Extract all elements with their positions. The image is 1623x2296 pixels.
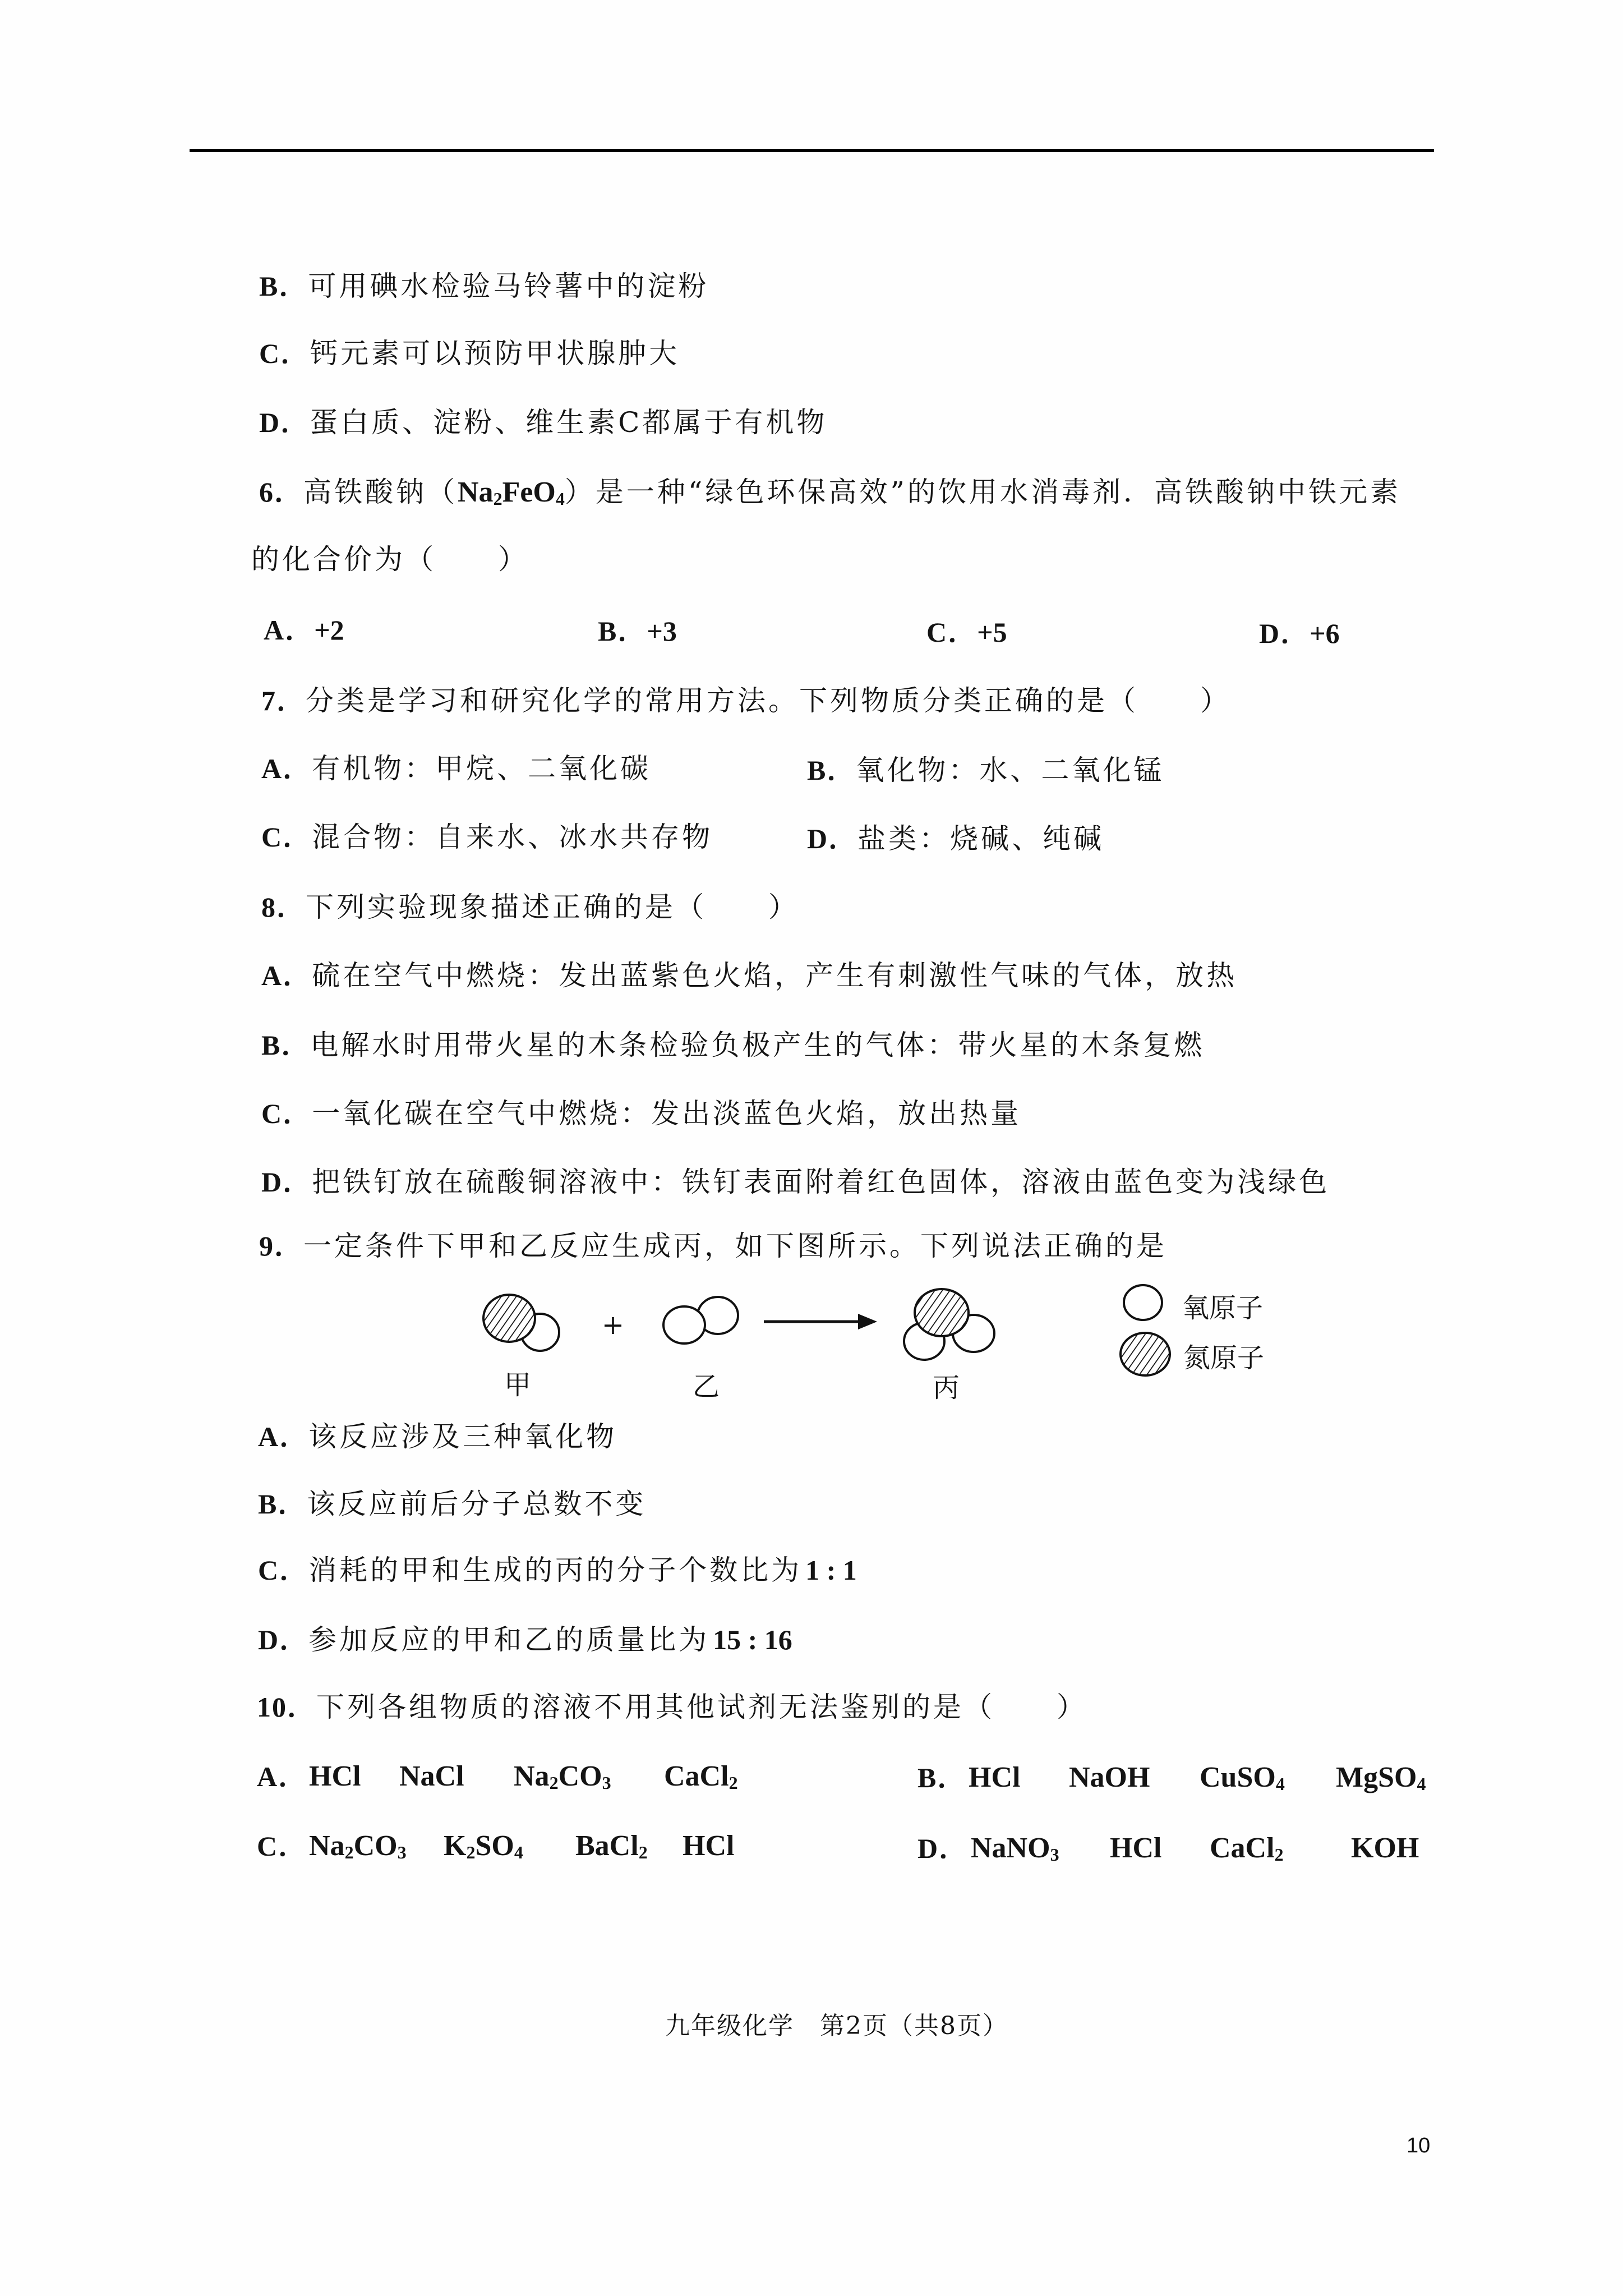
option-text: 硫在空气中燃烧：发出蓝紫色火焰，产生有刺激性气味的气体，放热 (312, 959, 1238, 992)
chemical-formula: $Na_2CO_3$ (514, 1760, 611, 1793)
stem-text: 下列各组物质的溶液不用其他试剂无法鉴别的是（ ） (316, 1691, 1087, 1723)
label-jia: 甲 (504, 1369, 532, 1401)
option-text: 电解水时用带火星的木条检验负极产生的气体：带火星的木条复燃 (310, 1029, 1205, 1061)
stem-text: ）是一种“绿色环保高效”的饮用水消毒剂．高铁酸钠中铁元素 (564, 476, 1401, 508)
ratio-value: 15 : 16 (713, 1624, 792, 1655)
option-label: A． (264, 614, 315, 646)
chemical-formula: MgSO$_4$ (1336, 1761, 1426, 1794)
option-text: 一氧化碳在空气中燃烧：发出淡蓝色火焰，放出热量 (312, 1097, 1022, 1130)
question-number: 9． (259, 1230, 303, 1262)
option-label: C． (926, 616, 978, 648)
legend-nitrogen-label: 氮原子 (1183, 1342, 1265, 1374)
legend (1121, 1285, 1264, 1375)
option-text: 把铁钉放在硫酸铜溶液中：铁钉表面附着红色固体，溶液由蓝色变为浅绿色 (312, 1166, 1330, 1198)
chemical-formula: NaCl (399, 1760, 464, 1792)
option-text: 消耗的甲和生成的丙的分子个数比为 (308, 1554, 803, 1586)
option-text: +5 (977, 616, 1007, 648)
option-label: D． (261, 1166, 312, 1198)
option-label: C． (259, 338, 310, 369)
nitrogen-legend-icon (1121, 1333, 1170, 1375)
option-text: 该反应前后分子总数不变 (307, 1488, 647, 1520)
option-label: C． (258, 1554, 309, 1586)
nitrogen-atom (483, 1295, 535, 1342)
page-number: 10 (1407, 2134, 1431, 2157)
chemical-formula: HCl (309, 1760, 361, 1792)
option-text: 盐类：烧碱、纯碱 (857, 822, 1105, 855)
option-label: D． (1259, 618, 1310, 649)
option-label: D． (259, 407, 310, 438)
option-label: C． (261, 821, 312, 853)
chemical-formula: HCl (1110, 1832, 1162, 1864)
oxygen-legend-icon (1124, 1285, 1162, 1320)
option-text: 可用碘水检验马铃薯中的淀粉 (308, 270, 709, 302)
option-text: 混合物：自来水、冰水共存物 (312, 821, 713, 853)
question-number: 8． (261, 891, 306, 923)
option-label: B． (261, 1029, 311, 1061)
chemical-formula: $K_2SO_4$ (444, 1830, 523, 1862)
question-number: 7． (261, 685, 306, 716)
option-label: A． (261, 960, 312, 991)
chemical-formula: NaNO$_3$ (971, 1832, 1059, 1865)
q10-option-a-label: A． (257, 1761, 308, 1792)
chemical-formula: HCl (683, 1830, 735, 1862)
page-footer: 九年级化学 第2页（共8页） (665, 2012, 1008, 2040)
molecule-yi (663, 1297, 738, 1343)
option-label: B． (259, 270, 308, 302)
option-label: B． (598, 615, 647, 647)
legend-oxygen-label: 氧原子 (1182, 1292, 1264, 1324)
option-text: 该反应涉及三种氧化物 (308, 1420, 617, 1453)
option-label: B． (258, 1488, 307, 1520)
stem-text: 下列实验现象描述正确的是（ ） (306, 891, 799, 923)
q9-option-c (258, 1556, 857, 1584)
option-text: 钙元素可以预防甲状腺肿大 (310, 337, 680, 370)
option-label: B． (807, 754, 856, 786)
q10-option-b-label: B． (917, 1762, 967, 1793)
stem-text: 分类是学习和研究化学的常用方法。下列物质分类正确的是（ ） (306, 684, 1231, 717)
chemical-formula: HCl (969, 1761, 1021, 1793)
option-label: D． (258, 1624, 309, 1655)
option-text: 参加反应的甲和乙的质量比为 (308, 1623, 710, 1656)
q10-option-d-label: D． (917, 1833, 969, 1864)
q10-option-c-label: C． (257, 1830, 308, 1862)
chemical-formula: NaOH (1069, 1761, 1150, 1793)
question-number: 6． (259, 476, 303, 508)
nitrogen-atom (915, 1289, 969, 1336)
option-text: +3 (647, 615, 677, 647)
stem-text: 的化合价为（ ） (251, 543, 529, 576)
q10-stem (257, 1693, 1087, 1721)
option-label: D． (807, 823, 858, 854)
chemical-formula: BaCl$_2$ (575, 1830, 648, 1862)
question-number: 10． (257, 1691, 316, 1723)
label-bing: 丙 (932, 1372, 960, 1404)
option-label: A． (261, 753, 312, 784)
q9-option-b (258, 1490, 646, 1518)
chemical-formula: CuSO$_4$ (1200, 1761, 1285, 1794)
ratio-value: 1 : 1 (805, 1554, 857, 1586)
molecule-bing (904, 1289, 994, 1360)
plus-sign: + (601, 1309, 625, 1341)
option-text: 有机物：甲烷、二氧化碳 (312, 752, 652, 785)
chemical-formula: CaCl$_2$ (664, 1760, 738, 1793)
option-label: A． (258, 1421, 309, 1452)
option-text: +6 (1310, 618, 1340, 649)
option-text: 蛋白质、淀粉、维生素C都属于有机物 (310, 406, 828, 439)
q9-option-a (258, 1420, 617, 1453)
chemical-formula: $Na_2CO_3$ (309, 1830, 407, 1862)
chemical-formula: CaCl$_2$ (1210, 1832, 1284, 1865)
option-text: +2 (314, 614, 344, 646)
option-label: C． (261, 1098, 312, 1129)
stem-text: 一定条件下甲和乙反应生成丙，如下图所示。下列说法正确的是 (303, 1230, 1167, 1262)
reaction-arrow (764, 1314, 877, 1329)
molecule-jia (483, 1295, 559, 1351)
chemical-formula: KOH (1351, 1832, 1419, 1864)
oxygen-atom (663, 1306, 705, 1343)
stem-text: 高铁酸钠（ (303, 476, 458, 508)
label-yi: 乙 (692, 1371, 720, 1402)
q9-option-d (258, 1623, 792, 1656)
formula-na2feo4: $Na_2FeO_4$ (458, 476, 565, 509)
option-text: 氧化物：水、二氧化锰 (856, 754, 1165, 786)
